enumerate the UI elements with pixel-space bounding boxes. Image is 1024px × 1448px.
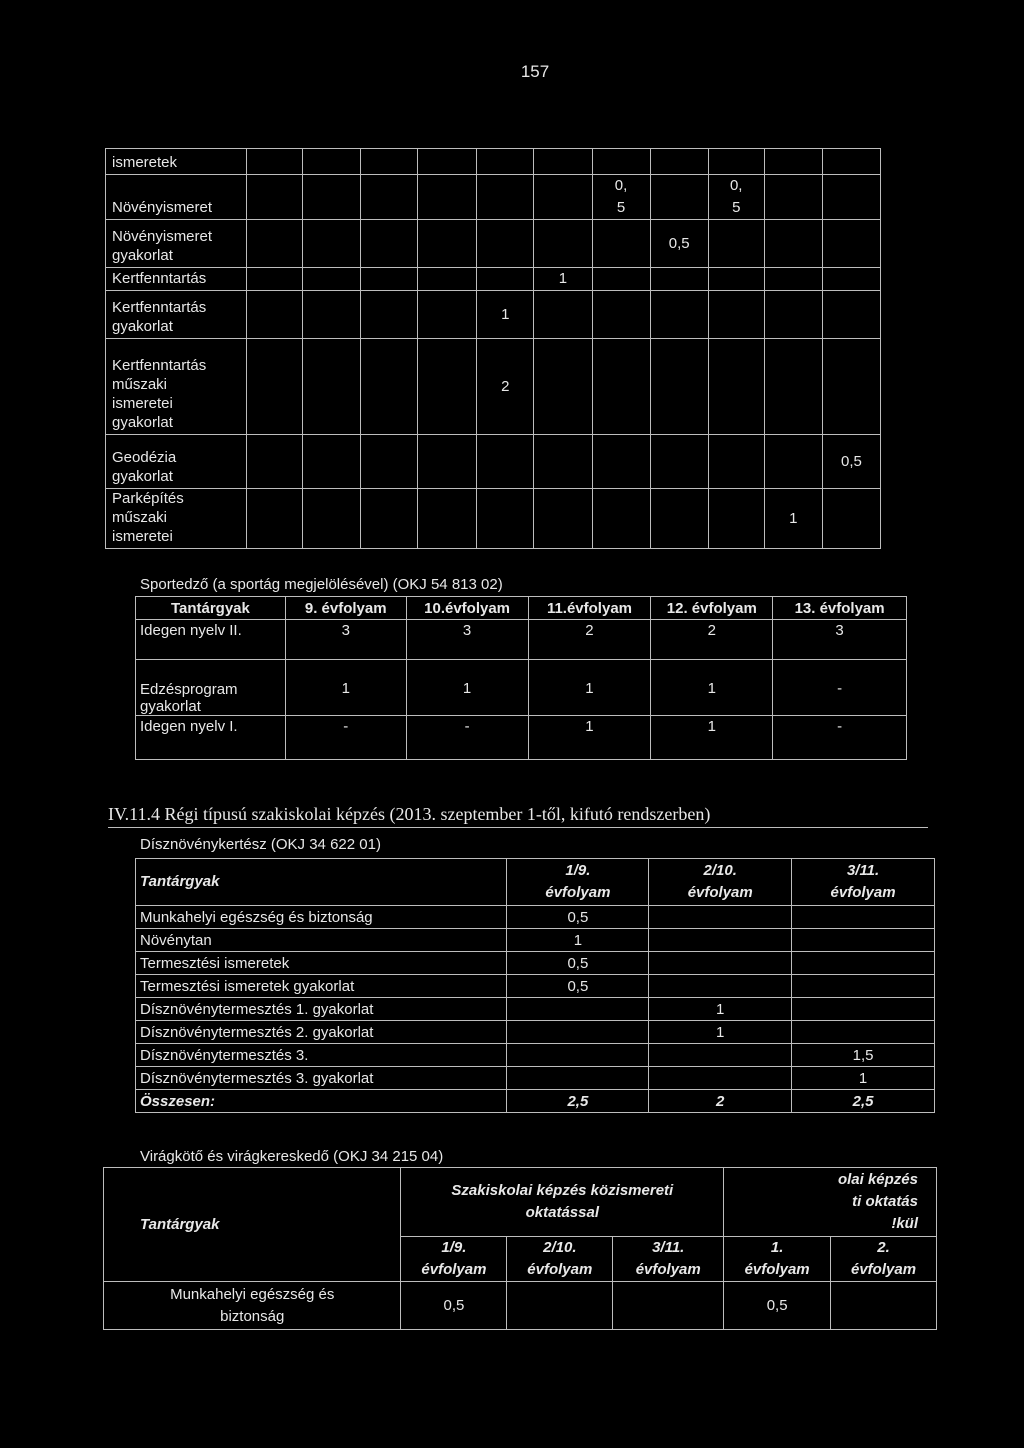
hours-cell	[302, 220, 360, 268]
hours-cell	[592, 339, 650, 435]
hours-cell	[822, 291, 880, 339]
total-row	[136, 1090, 935, 1113]
hours-cell	[477, 149, 534, 175]
hours-cell: 3	[285, 620, 406, 660]
hours-cell	[418, 339, 477, 435]
table-row	[106, 435, 881, 489]
subject-name: Dísznövénytermesztés 1. gyakorlat	[136, 998, 507, 1021]
viragkoto-table	[103, 1167, 937, 1330]
hours-cell	[764, 268, 822, 291]
column-header: 10.évfolyam	[406, 597, 528, 620]
hours-cell	[247, 268, 303, 291]
hours-cell	[650, 435, 708, 489]
year-header: 3/11. évfolyam	[613, 1237, 724, 1282]
subject-name: Edzésprogram gyakorlat	[136, 660, 286, 716]
hours-cell	[418, 149, 477, 175]
hours-cell: -	[773, 660, 907, 716]
sportedzo-caption: Sportedző (a sportág megjelölésével) (OKJ 54 813 02)	[140, 576, 503, 593]
hours-cell	[792, 906, 935, 929]
hours-cell	[302, 291, 360, 339]
hours-cell: 2	[528, 620, 651, 660]
hours-cell: 3	[773, 620, 907, 660]
table-row	[106, 220, 881, 268]
hours-cell	[418, 268, 477, 291]
hours-cell	[247, 489, 303, 549]
hours-cell: -	[406, 716, 528, 760]
column-header: 2/10. évfolyam	[649, 859, 792, 906]
year-header: 2. évfolyam	[831, 1237, 937, 1282]
hours-cell: -	[285, 716, 406, 760]
hours-cell	[477, 489, 534, 549]
column-header: 9. évfolyam	[285, 597, 406, 620]
hours-cell	[650, 489, 708, 549]
hours-cell	[534, 175, 592, 220]
hours-cell	[708, 339, 764, 435]
hours-cell	[649, 1067, 792, 1090]
hours-cell	[792, 998, 935, 1021]
table-row	[136, 620, 907, 660]
year-header: 1/9. évfolyam	[401, 1237, 507, 1282]
subject-name: ismeretek	[106, 149, 247, 175]
hours-cell	[592, 291, 650, 339]
hours-cell	[302, 175, 360, 220]
hours-cell	[764, 149, 822, 175]
hours-cell	[592, 489, 650, 549]
table-row	[136, 660, 907, 716]
hours-cell	[649, 906, 792, 929]
column-header: Tantárgyak	[136, 597, 286, 620]
viragkoto-group2-header: olai képzés ti oktatás !kül	[724, 1168, 937, 1237]
hours-cell: 0,5	[507, 952, 649, 975]
hours-cell	[534, 220, 592, 268]
table-row	[136, 1067, 935, 1090]
hours-cell	[361, 220, 418, 268]
subject-name: Parképítés műszaki ismeretei	[106, 489, 247, 549]
table-row	[106, 291, 881, 339]
hours-cell	[418, 220, 477, 268]
hours-cell: 0,5	[822, 435, 880, 489]
hours-cell	[361, 339, 418, 435]
hours-cell	[764, 291, 822, 339]
hours-cell: 2	[477, 339, 534, 435]
table-row	[136, 952, 935, 975]
table-row	[136, 1044, 935, 1067]
hours-cell	[507, 1044, 649, 1067]
hours-cell	[764, 175, 822, 220]
hours-cell	[592, 220, 650, 268]
hours-cell	[361, 489, 418, 549]
hours-cell	[649, 975, 792, 998]
hours-cell: -	[773, 716, 907, 760]
hours-cell	[477, 220, 534, 268]
hours-cell: 1	[764, 489, 822, 549]
table-row	[106, 268, 881, 291]
hours-cell	[534, 435, 592, 489]
hours-cell	[507, 1282, 613, 1330]
column-header: 12. évfolyam	[651, 597, 773, 620]
hours-cell	[822, 339, 880, 435]
hours-cell: 1	[285, 660, 406, 716]
table-row	[136, 929, 935, 952]
viragkoto-group1-header: Szakiskolai képzés közismereti oktatással	[401, 1168, 724, 1237]
subject-name: Geodézia gyakorlat	[106, 435, 247, 489]
hours-cell	[361, 435, 418, 489]
hours-cell: 0,5	[724, 1282, 831, 1330]
table-row	[104, 1282, 937, 1330]
hours-cell	[708, 220, 764, 268]
hours-cell	[477, 435, 534, 489]
hours-cell: 1	[534, 268, 592, 291]
table-row	[136, 1021, 935, 1044]
hours-cell	[649, 1044, 792, 1067]
hours-cell: 0,5	[507, 975, 649, 998]
column-header: Tantárgyak	[136, 859, 507, 906]
hours-cell	[418, 489, 477, 549]
hours-cell	[822, 268, 880, 291]
heading-underline	[108, 827, 928, 828]
table-row	[136, 998, 935, 1021]
hours-cell	[592, 435, 650, 489]
hours-cell	[592, 149, 650, 175]
hours-cell	[418, 291, 477, 339]
hours-cell: 0, 5	[708, 175, 764, 220]
disznoveny-table	[135, 858, 935, 1113]
hours-cell	[649, 929, 792, 952]
hours-cell	[247, 149, 303, 175]
subject-name: Növényismeret	[106, 175, 247, 220]
total-label: Összesen:	[136, 1090, 507, 1113]
viragkoto-subject-header: Tantárgyak	[104, 1168, 401, 1282]
hours-cell: 1	[406, 660, 528, 716]
subject-name: Dísznövénytermesztés 2. gyakorlat	[136, 1021, 507, 1044]
hours-cell	[822, 489, 880, 549]
subject-name: Kertfenntartás	[106, 268, 247, 291]
hours-cell	[613, 1282, 724, 1330]
subject-name: Dísznövénytermesztés 3. gyakorlat	[136, 1067, 507, 1090]
table-row	[106, 149, 881, 175]
table-row	[136, 906, 935, 929]
hours-cell	[650, 291, 708, 339]
hours-cell	[822, 175, 880, 220]
hours-cell	[247, 435, 303, 489]
year-header: 1. évfolyam	[724, 1237, 831, 1282]
hours-cell: 3	[406, 620, 528, 660]
hours-cell	[650, 339, 708, 435]
hours-cell: 0,5	[650, 220, 708, 268]
subject-name: Idegen nyelv I.	[136, 716, 286, 760]
hours-cell	[507, 1067, 649, 1090]
hours-cell	[507, 998, 649, 1021]
subject-name: Dísznövénytermesztés 3.	[136, 1044, 507, 1067]
subject-name: Növényismeret gyakorlat	[106, 220, 247, 268]
column-header: 11.évfolyam	[528, 597, 651, 620]
hours-cell: 0, 5	[592, 175, 650, 220]
hours-cell	[708, 291, 764, 339]
hours-cell	[534, 149, 592, 175]
hours-cell	[764, 435, 822, 489]
hours-cell	[708, 149, 764, 175]
hours-cell	[534, 339, 592, 435]
hours-cell	[792, 1021, 935, 1044]
hours-cell	[592, 268, 650, 291]
table-row	[106, 489, 881, 549]
subject-name: Munkahelyi egészség és biztonság	[104, 1282, 401, 1330]
hours-cell	[361, 175, 418, 220]
hours-cell: 1	[651, 716, 773, 760]
hours-cell: 1	[651, 660, 773, 716]
hours-cell	[247, 220, 303, 268]
hours-cell	[650, 175, 708, 220]
hours-cell	[831, 1282, 937, 1330]
hours-cell	[708, 435, 764, 489]
hours-cell	[477, 175, 534, 220]
hours-cell	[361, 268, 418, 291]
column-header: 3/11. évfolyam	[792, 859, 935, 906]
hours-cell	[477, 268, 534, 291]
hours-cell	[534, 291, 592, 339]
hours-cell	[418, 175, 477, 220]
hours-cell	[418, 435, 477, 489]
subject-name: Növénytan	[136, 929, 507, 952]
table-row	[136, 716, 907, 760]
hours-cell	[247, 291, 303, 339]
total-cell: 2,5	[792, 1090, 935, 1113]
hours-cell	[792, 975, 935, 998]
subject-name: Idegen nyelv II.	[136, 620, 286, 660]
viragkoto-caption: Virágkötő és virágkereskedő (OKJ 34 215 04)	[140, 1148, 444, 1165]
hours-cell: 0,5	[401, 1282, 507, 1330]
curriculum-table-continued	[105, 148, 881, 549]
hours-cell	[302, 268, 360, 291]
year-header: 2/10. évfolyam	[507, 1237, 613, 1282]
hours-cell: 1	[649, 1021, 792, 1044]
subject-name: Kertfenntartás műszaki ismeretei gyakorlat	[106, 339, 247, 435]
hours-cell: 1	[792, 1067, 935, 1090]
hours-cell	[302, 435, 360, 489]
table-row	[136, 975, 935, 998]
disznoveny-caption: Dísznövénykertész (OKJ 34 622 01)	[140, 836, 381, 853]
subject-name: Kertfenntartás gyakorlat	[106, 291, 247, 339]
hours-cell	[302, 149, 360, 175]
hours-cell	[764, 339, 822, 435]
page-number: 157	[520, 62, 550, 81]
column-header: 1/9. évfolyam	[507, 859, 649, 906]
hours-cell: 1	[507, 929, 649, 952]
hours-cell: 1,5	[792, 1044, 935, 1067]
total-cell: 2	[649, 1090, 792, 1113]
hours-cell	[302, 339, 360, 435]
hours-cell	[764, 220, 822, 268]
hours-cell: 1	[528, 660, 651, 716]
table-row	[106, 339, 881, 435]
hours-cell	[247, 339, 303, 435]
hours-cell	[708, 268, 764, 291]
hours-cell	[507, 1021, 649, 1044]
section-heading: IV.11.4 Régi típusú szakiskolai képzés (2013. szeptember 1-től, kifutó rendszerben)	[108, 804, 711, 824]
hours-cell	[792, 952, 935, 975]
hours-cell	[650, 268, 708, 291]
hours-cell: 1	[477, 291, 534, 339]
hours-cell	[708, 489, 764, 549]
hours-cell	[361, 149, 418, 175]
table-row	[106, 175, 881, 220]
hours-cell	[302, 489, 360, 549]
hours-cell: 1	[649, 998, 792, 1021]
hours-cell	[534, 489, 592, 549]
hours-cell	[649, 952, 792, 975]
subject-name: Termesztési ismeretek gyakorlat	[136, 975, 507, 998]
hours-cell: 0,5	[507, 906, 649, 929]
hours-cell	[361, 291, 418, 339]
hours-cell	[822, 220, 880, 268]
hours-cell: 2	[651, 620, 773, 660]
total-cell: 2,5	[507, 1090, 649, 1113]
sportedzo-table	[135, 596, 907, 760]
subject-name: Termesztési ismeretek	[136, 952, 507, 975]
hours-cell	[822, 149, 880, 175]
column-header: 13. évfolyam	[773, 597, 907, 620]
subject-name: Munkahelyi egészség és biztonság	[136, 906, 507, 929]
hours-cell: 1	[528, 716, 651, 760]
hours-cell	[247, 175, 303, 220]
hours-cell	[650, 149, 708, 175]
hours-cell	[792, 929, 935, 952]
